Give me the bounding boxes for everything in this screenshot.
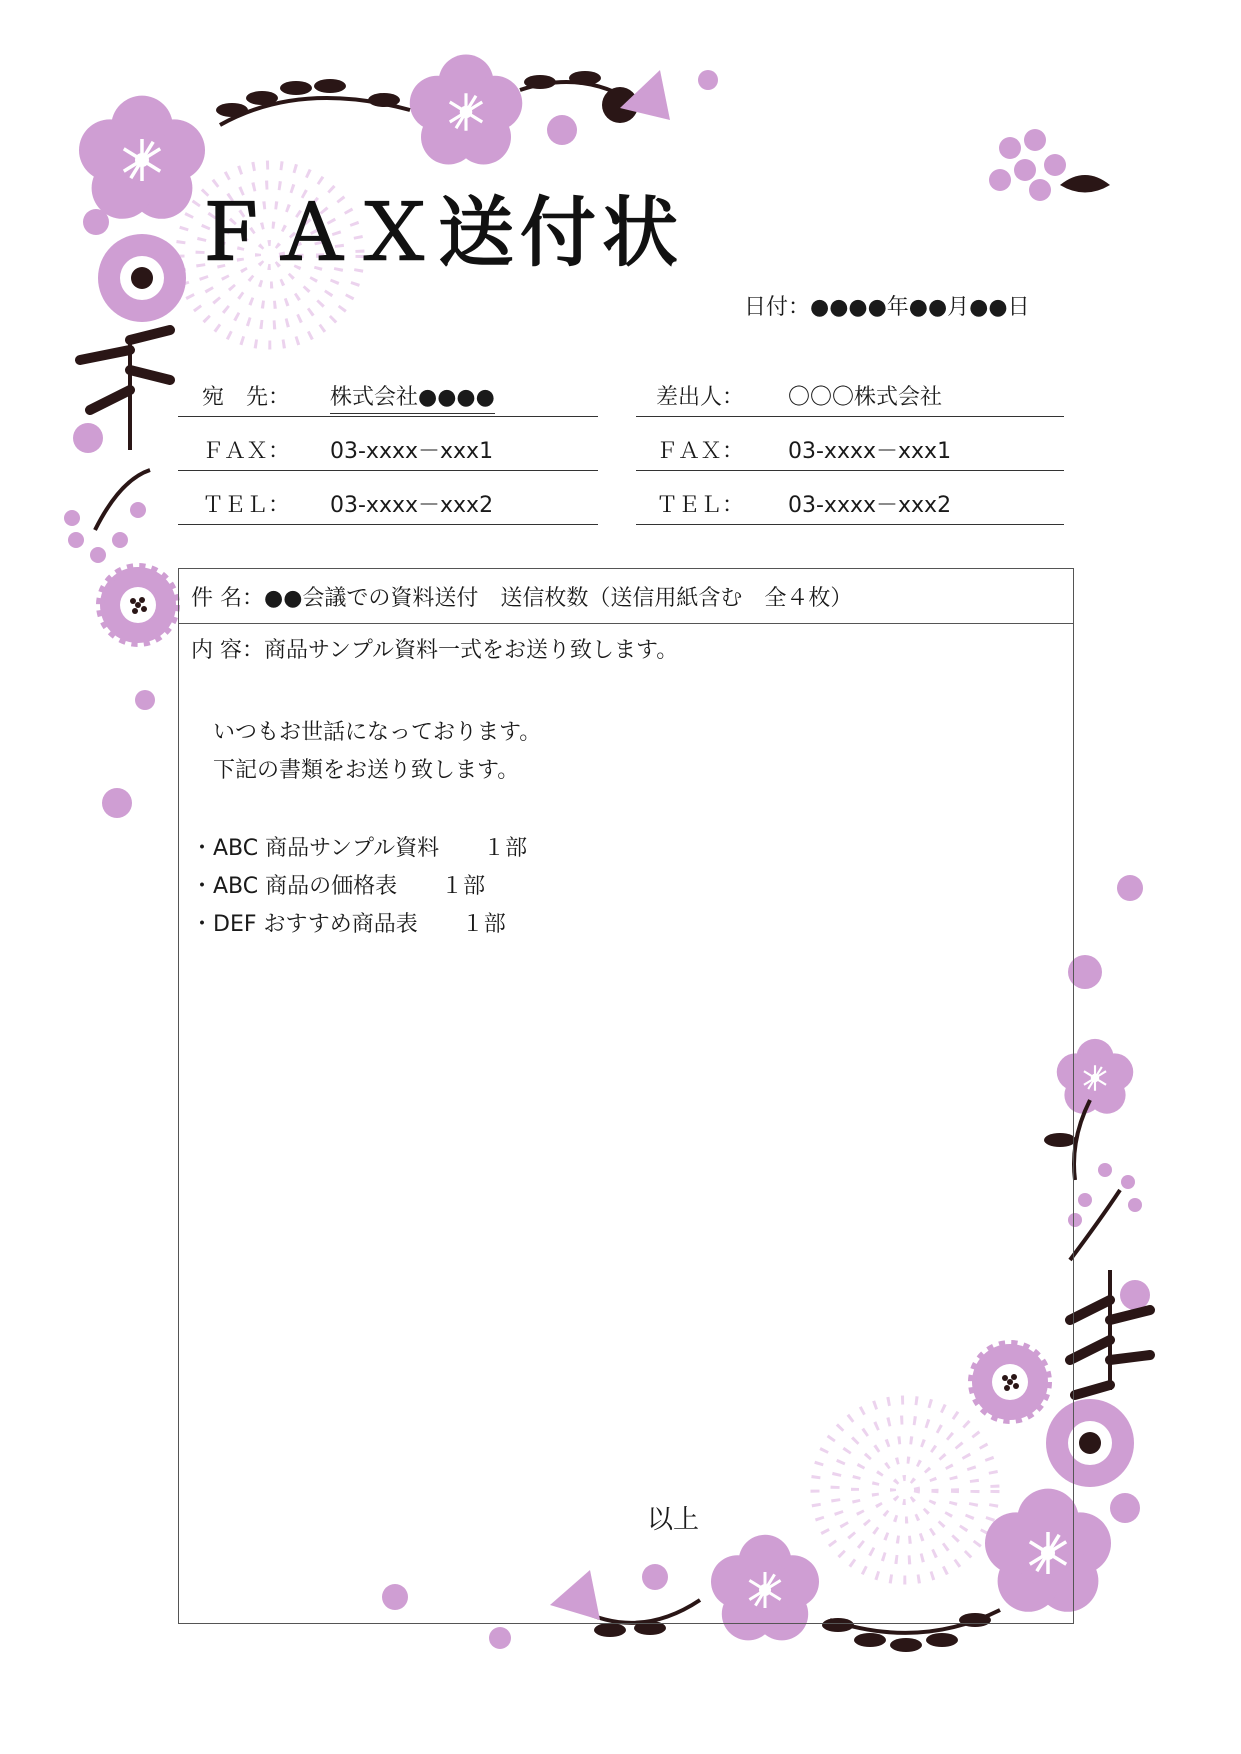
list-item: ・DEF おすすめ商品表 １部	[191, 912, 506, 937]
recipient-tel-label: ＴＥＬ：	[202, 493, 291, 518]
content-box	[178, 568, 1074, 1624]
date-line: 日付：●●●●年●●月●●日	[744, 295, 1030, 320]
recipient-tel-value: 03-xxxx－xxx2	[330, 493, 494, 518]
to-label: 宛 先：	[202, 385, 291, 410]
list-item: ・ABC 商品サンプル資料 １部	[191, 836, 528, 861]
sender-fax-value: 03-xxxx－xxx1	[788, 439, 952, 464]
sender-row-tel	[636, 480, 1064, 525]
recipient-fax-value: 03-xxxx－xxx1	[330, 439, 494, 464]
subject-text: 件 名：●●会議での資料送付 送信枚数（送信用紙含む 全４枚）	[191, 586, 853, 611]
page-title: ＦＡＸ送付状	[192, 188, 684, 277]
sender-fax-label: ＦＡＸ：	[656, 439, 745, 464]
greeting-line-2: 下記の書類をお送り致します。	[213, 758, 520, 783]
content-summary: 内 容：商品サンプル資料一式をお送り致します。	[191, 638, 679, 663]
list-item: ・ABC 商品の価格表 １部	[191, 874, 486, 899]
closing-text: 以上	[647, 1505, 700, 1535]
subject-row	[179, 569, 1073, 624]
sender-tel-label: ＴＥＬ：	[656, 493, 745, 518]
sender-row-from	[636, 372, 1064, 417]
to-value: 株式会社●●●●	[330, 380, 495, 414]
recipient-fax-label: ＦＡＸ：	[202, 439, 291, 464]
from-label: 差出人：	[656, 385, 745, 410]
from-value: 〇〇〇株式会社	[788, 385, 943, 410]
sender-tel-value: 03-xxxx－xxx2	[788, 493, 952, 518]
sender-row-fax	[636, 426, 1064, 471]
recipient-row-fax	[178, 426, 598, 471]
recipient-row-tel	[178, 480, 598, 525]
recipient-row-to	[178, 372, 598, 417]
greeting-line-1: いつもお世話になっております。	[213, 720, 542, 745]
